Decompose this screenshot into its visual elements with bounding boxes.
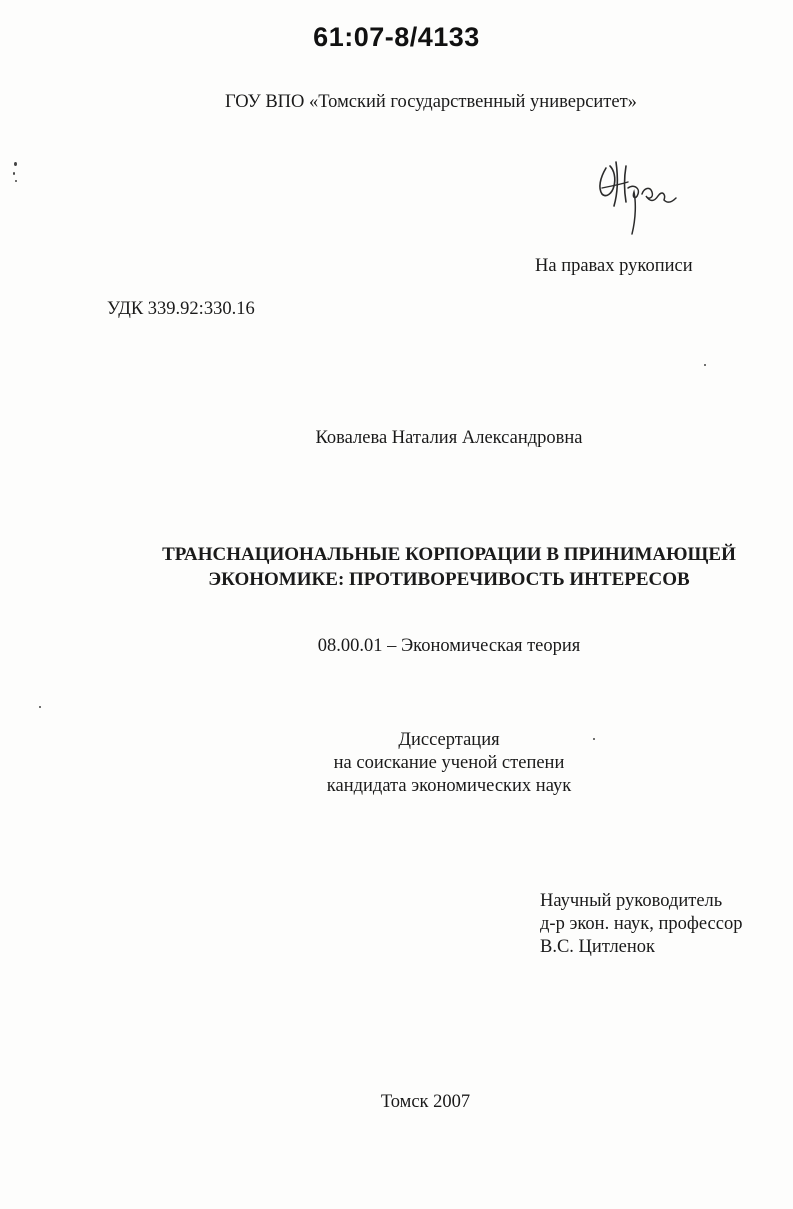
archive-stamp: 61:07-8/4133: [313, 22, 480, 52]
degree-line-2: на соискание ученой степени: [333, 753, 565, 773]
city-and-year: Томск 2007: [380, 1092, 471, 1112]
degree-line-1: Диссертация: [398, 730, 500, 750]
scan-speck: [15, 180, 17, 182]
title-line-2: ЭКОНОМИКЕ: ПРОТИВОРЕЧИВОСТЬ ИНТЕРЕСОВ: [208, 569, 690, 590]
manuscript-rights-note: На правах рукописи: [535, 256, 693, 276]
scan-speck: [704, 364, 706, 366]
supervisor-role: Научный руководитель: [540, 891, 723, 911]
scan-speck: [13, 172, 15, 175]
title-line-1: ТРАНСНАЦИОНАЛЬНЫЕ КОРПОРАЦИИ В ПРИНИМАЮЩЕЙ: [162, 544, 736, 565]
dissertation-title: [0, 542, 793, 592]
specialty-code: 08.00.01 – Экономическая теория: [317, 636, 581, 656]
institution-name: ГОУ ВПО «Томский государственный университет»: [225, 92, 637, 112]
scan-speck: [39, 706, 41, 708]
degree-statement: [0, 729, 793, 798]
handwritten-signature: [592, 158, 682, 240]
supervisor-name: В.С. Цитленок: [540, 937, 656, 957]
udc-code: УДК 339.92:330.16: [107, 299, 255, 319]
scan-speck: [593, 738, 595, 740]
supervisor-block: [540, 890, 742, 959]
degree-line-3: кандидата экономических наук: [326, 776, 572, 796]
supervisor-credentials: д-р экон. наук, профессор: [540, 914, 743, 934]
scan-speck: [14, 162, 17, 166]
author-name: Ковалева Наталия Александровна: [315, 428, 583, 448]
